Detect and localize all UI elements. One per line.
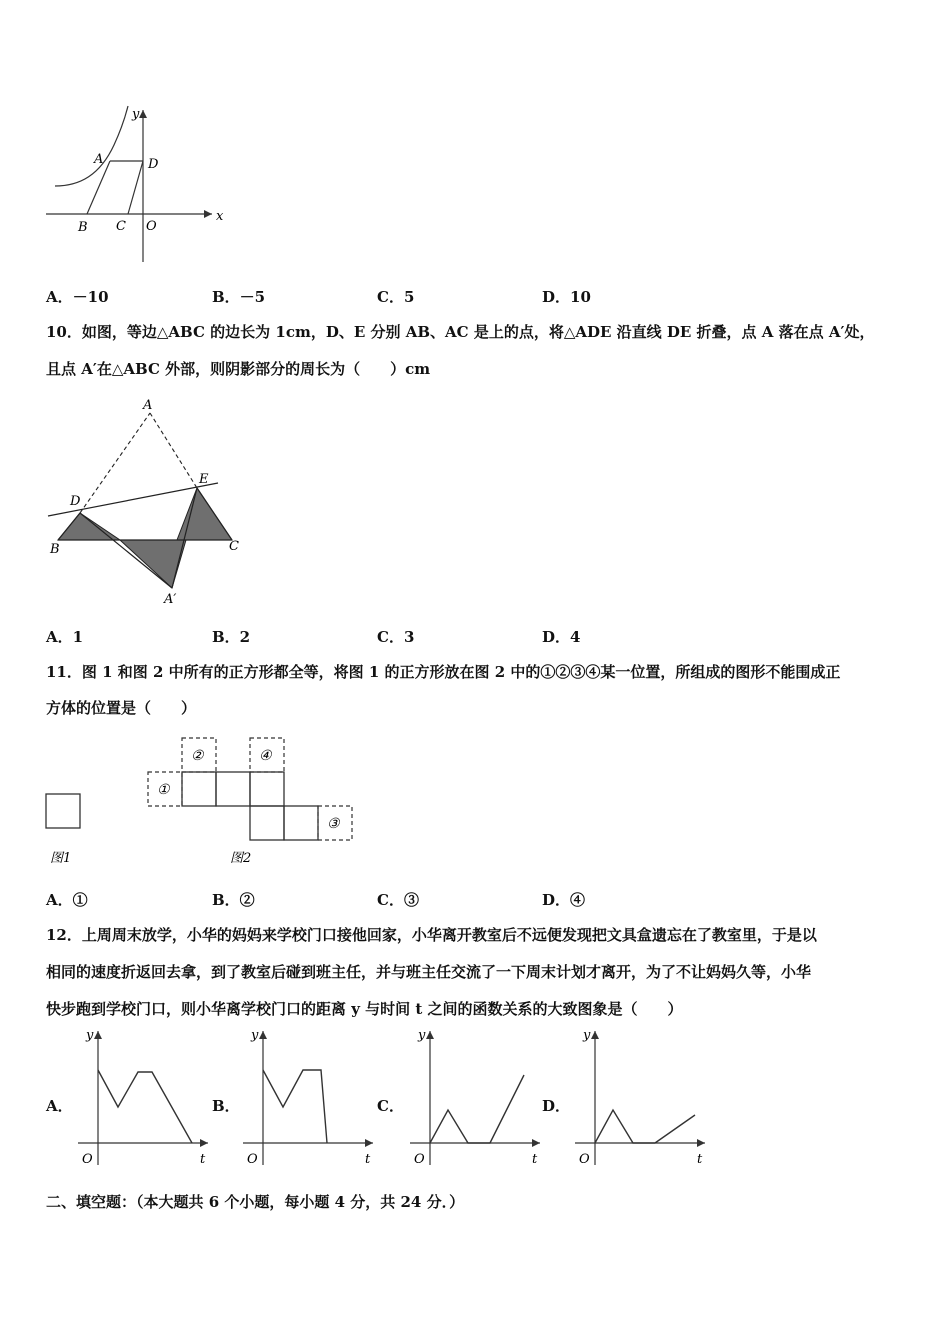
- q12-d-y: y: [583, 1028, 591, 1043]
- q12-c-O: O: [414, 1152, 425, 1167]
- q12-graph-a: [72, 1025, 212, 1170]
- q12-stem-line3: 快步跑到学校门口，则小华离学校门口的距离 y 与时间 t 之间的函数关系的大致图象是（ ）: [46, 1000, 683, 1018]
- q9-label-B: B: [78, 220, 88, 235]
- q9-option-c: C．5: [377, 288, 415, 306]
- q9-label-A: A: [94, 152, 104, 167]
- q11-option-d: D．④: [542, 891, 586, 909]
- q11-option-b: B．②: [212, 891, 255, 909]
- q12-c-t: t: [532, 1152, 538, 1167]
- q11-position-3: ③: [327, 816, 340, 832]
- q12-a-t: t: [200, 1152, 206, 1167]
- q12-d-O: O: [579, 1152, 590, 1167]
- q11-position-1: ①: [157, 782, 170, 798]
- q10-stem-line1: 10．如图，等边△ABC 的边长为 1cm，D、E 分别 AB、AC 是上的点，将△ADE 沿直线 DE 折叠，点 A 落在点 A′处，: [46, 323, 875, 341]
- q10-label-A: A: [143, 398, 153, 413]
- q12-graph-d: [569, 1025, 709, 1170]
- q11-option-c: C．③: [377, 891, 419, 909]
- q12-d-t: t: [697, 1152, 703, 1167]
- q12-stem-line1: 12．上周周末放学，小华的妈妈来学校门口接他回家，小华离开教室后不远便发现把文具盒遗忘在了教室里，于是以: [46, 926, 817, 944]
- q10-label-C: C: [229, 539, 239, 554]
- q12-b-O: O: [247, 1152, 258, 1167]
- q12-a-y: y: [86, 1028, 94, 1043]
- q9-label-y: y: [132, 107, 140, 122]
- q9-figure: [40, 100, 240, 270]
- q12-graph-c-label: C．: [377, 1097, 404, 1115]
- q12-graph-c: [404, 1025, 544, 1170]
- section2-title: 二、填空题：（本大题共 6 个小题，每小题 4 分，共 24 分．）: [46, 1193, 465, 1211]
- q12-graph-d-label: D．: [542, 1097, 571, 1115]
- q10-label-E: E: [199, 472, 209, 487]
- q11-fig1-caption: 图1: [50, 851, 72, 866]
- q11-stem-line1: 11．图 1 和图 2 中所有的正方形都全等，将图 1 的正方形放在图 2 中的①②③④某一位置，所组成的图形不能围成正: [46, 663, 841, 681]
- q10-option-a: A．1: [46, 628, 84, 646]
- q10-label-A-prime: A′: [164, 592, 177, 607]
- q11-option-a: A．①: [46, 891, 88, 909]
- q10-option-b: B．2: [212, 628, 251, 646]
- q9-option-b: B．－5: [212, 288, 266, 306]
- q10-figure: [40, 395, 260, 610]
- q12-graph-b-label: B．: [212, 1097, 240, 1115]
- q12-stem-line2: 相同的速度折返回去拿，到了教室后碰到班主任，并与班主任交流了一下周末计划才离开，为了不让妈妈久等，小华: [46, 963, 812, 981]
- q12-a-O: O: [82, 1152, 93, 1167]
- q10-option-c: C．3: [377, 628, 415, 646]
- q10-stem-line2: 且点 A′在△ABC 外部，则阴影部分的周长为（ ）cm: [46, 360, 431, 378]
- q12-b-t: t: [365, 1152, 371, 1167]
- q9-option-a: A．－10: [46, 288, 109, 306]
- q12-b-y: y: [251, 1028, 259, 1043]
- q9-label-D: D: [148, 157, 159, 172]
- q11-stem-line2: 方体的位置是（ ）: [46, 699, 197, 717]
- q9-label-x: x: [216, 209, 224, 224]
- q11-fig2-caption: 图2: [230, 851, 252, 866]
- q12-c-y: y: [418, 1028, 426, 1043]
- q10-option-d: D．4: [542, 628, 581, 646]
- q11-position-4: ④: [259, 748, 272, 764]
- q10-label-D: D: [70, 494, 81, 509]
- q9-label-C: C: [116, 219, 126, 234]
- q11-position-2: ②: [191, 748, 204, 764]
- q12-graph-b: [237, 1025, 377, 1170]
- q9-option-d: D．10: [542, 288, 591, 306]
- q11-figure: [40, 732, 370, 872]
- q9-label-O: O: [146, 219, 157, 234]
- q12-graph-a-label: A．: [46, 1097, 73, 1115]
- q10-label-B: B: [50, 542, 60, 557]
